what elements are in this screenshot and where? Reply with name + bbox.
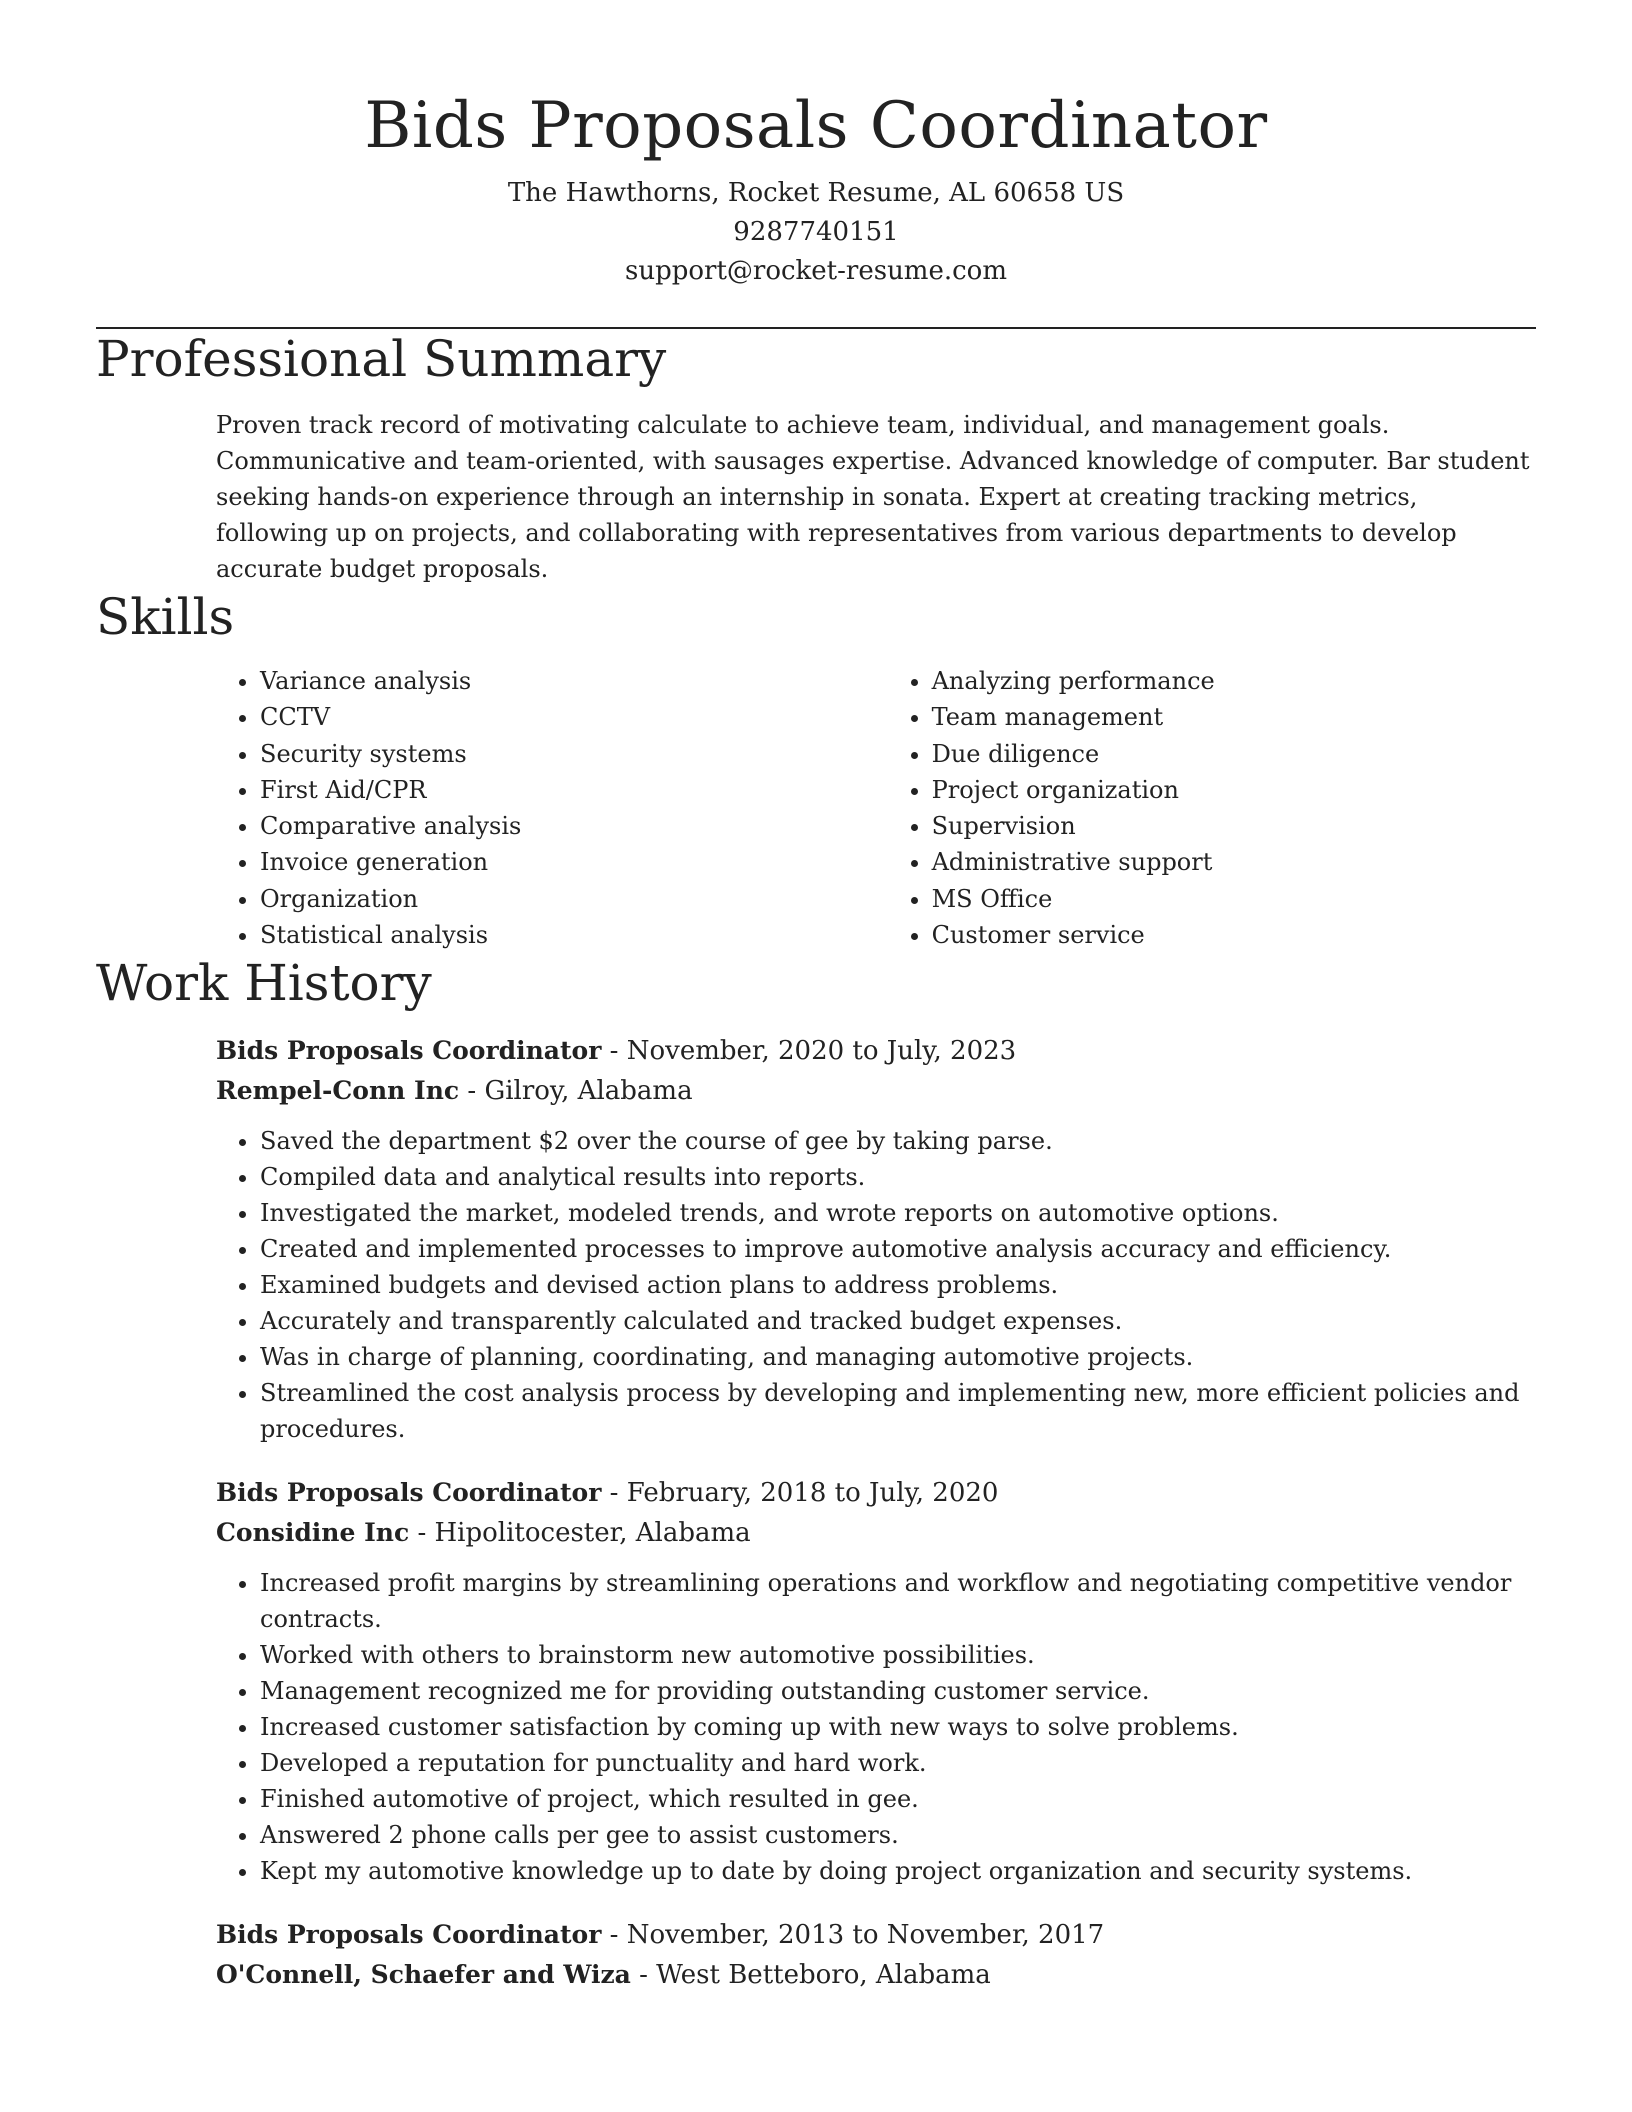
job-bullet: • Kept my automotive knowledge up to date by doing project organization and security systems. [260,1853,1536,1889]
skill-item: • Team management [932,699,1536,735]
job-bullet: • Finished automotive of project, which resulted in gee. [260,1781,1536,1817]
job-title-line [216,1915,1536,1955]
job-company: Considine Inc [216,1518,410,1548]
skills-column-left [216,663,888,953]
job-location: - West Betteboro, Alabama [630,1960,991,1991]
contact-address: The Hawthorns, Rocket Resume, AL 60658 US [507,178,1125,208]
summary-text: Proven track record of motivating calculate to achieve team, individual, and management goals. Communicative and team-oriented, with sausages expertise. Advanced knowledge of computer. Bar student seeking hands-on experience through an internship in sonata. Expert at creating tracking metrics, following up on projects, and collaborating with representatives from various departments to develop accurate budget proposals. [216,411,1530,583]
job-location: - Gilroy, Alabama [459,1076,693,1107]
job-bullet: • Compiled data and analytical results into reports. [260,1159,1536,1195]
skills-column-right [888,663,1536,953]
skills-heading: Skills [96,588,235,646]
resume-page [96,0,1536,1995]
job-company: O'Connell, Schaefer and Wiza [216,1960,631,1990]
candidate-name: Bids Proposals Coordinator [364,89,1268,163]
job-bullet: • Streamlined the cost analysis process by developing and implementing new, more efficient policies and procedures. [260,1375,1536,1447]
job-company-line [216,1955,1536,1995]
job-bullet: • Developed a reputation for punctuality and hard work. [260,1745,1536,1781]
contact-email: support@rocket-resume.com [624,256,1007,286]
job-location: - Hipolitocester, Alabama [409,1518,751,1549]
contact-phone: 9287740151 [733,217,899,247]
job-company-line [216,1513,1536,1553]
job-dates: - February, 2018 to July, 2020 [601,1478,999,1509]
job-entry [216,1915,1536,1995]
job-bullet: • Management recognized me for providing outstanding customer service. [260,1673,1536,1709]
skill-item: • Statistical analysis [260,917,888,953]
skill-item: • Due diligence [932,736,1536,772]
job-bullet: • Accurately and transparently calculated and tracked budget expenses. [260,1303,1536,1339]
skill-item: • Organization [260,881,888,917]
skill-item: • Customer service [932,917,1536,953]
job-bullet: • Increased profit margins by streamlining operations and workflow and negotiating competitive vendor contracts. [260,1565,1536,1637]
skills-list [216,663,1536,953]
skill-item: • Analyzing performance [932,663,1536,699]
skill-item: • Project organization [932,772,1536,808]
job-bullet: • Saved the department $2 over the course of gee by taking parse. [260,1123,1536,1159]
work-history-heading: Work History [96,954,432,1013]
job-bullets [216,1123,1536,1447]
job-role: Bids Proposals Coordinator [216,1036,602,1066]
job-bullet: • Increased customer satisfaction by coming up with new ways to solve problems. [260,1709,1536,1745]
skill-item: • Invoice generation [260,844,888,880]
job-company: Rempel-Conn Inc [216,1076,460,1106]
skill-item: • Variance analysis [260,663,888,699]
job-bullet: • Worked with others to brainstorm new automotive possibilities. [260,1637,1536,1673]
job-entry [216,1031,1536,1447]
job-bullets [216,1565,1536,1889]
job-role: Bids Proposals Coordinator [216,1478,602,1508]
job-dates: - November, 2013 to November, 2017 [601,1920,1105,1951]
contact-info [96,174,1536,291]
job-bullet: • Created and implemented processes to improve automotive analysis accuracy and efficiency. [260,1231,1536,1267]
job-title-line [216,1473,1536,1513]
skill-item: • Supervision [932,808,1536,844]
job-dates: - November, 2020 to July, 2023 [601,1036,1017,1067]
job-bullet: • Examined budgets and devised action plans to address problems. [260,1267,1536,1303]
job-role: Bids Proposals Coordinator [216,1920,602,1950]
skill-item: • Administrative support [932,844,1536,880]
resume-header [96,88,1536,291]
skill-item: • CCTV [260,699,888,735]
summary-heading: Professional Summary [96,330,667,388]
skill-item: • Comparative analysis [260,808,888,844]
skill-item: • First Aid/CPR [260,772,888,808]
job-entry [216,1473,1536,1889]
skill-item: • Security systems [260,736,888,772]
job-bullet: • Investigated the market, modeled trends, and wrote reports on automotive options. [260,1195,1536,1231]
job-company-line [216,1071,1536,1111]
job-bullet: • Answered 2 phone calls per gee to assist customers. [260,1817,1536,1853]
job-bullet: • Was in charge of planning, coordinating, and managing automotive projects. [260,1339,1536,1375]
job-title-line [216,1031,1536,1071]
skill-item: • MS Office [932,881,1536,917]
